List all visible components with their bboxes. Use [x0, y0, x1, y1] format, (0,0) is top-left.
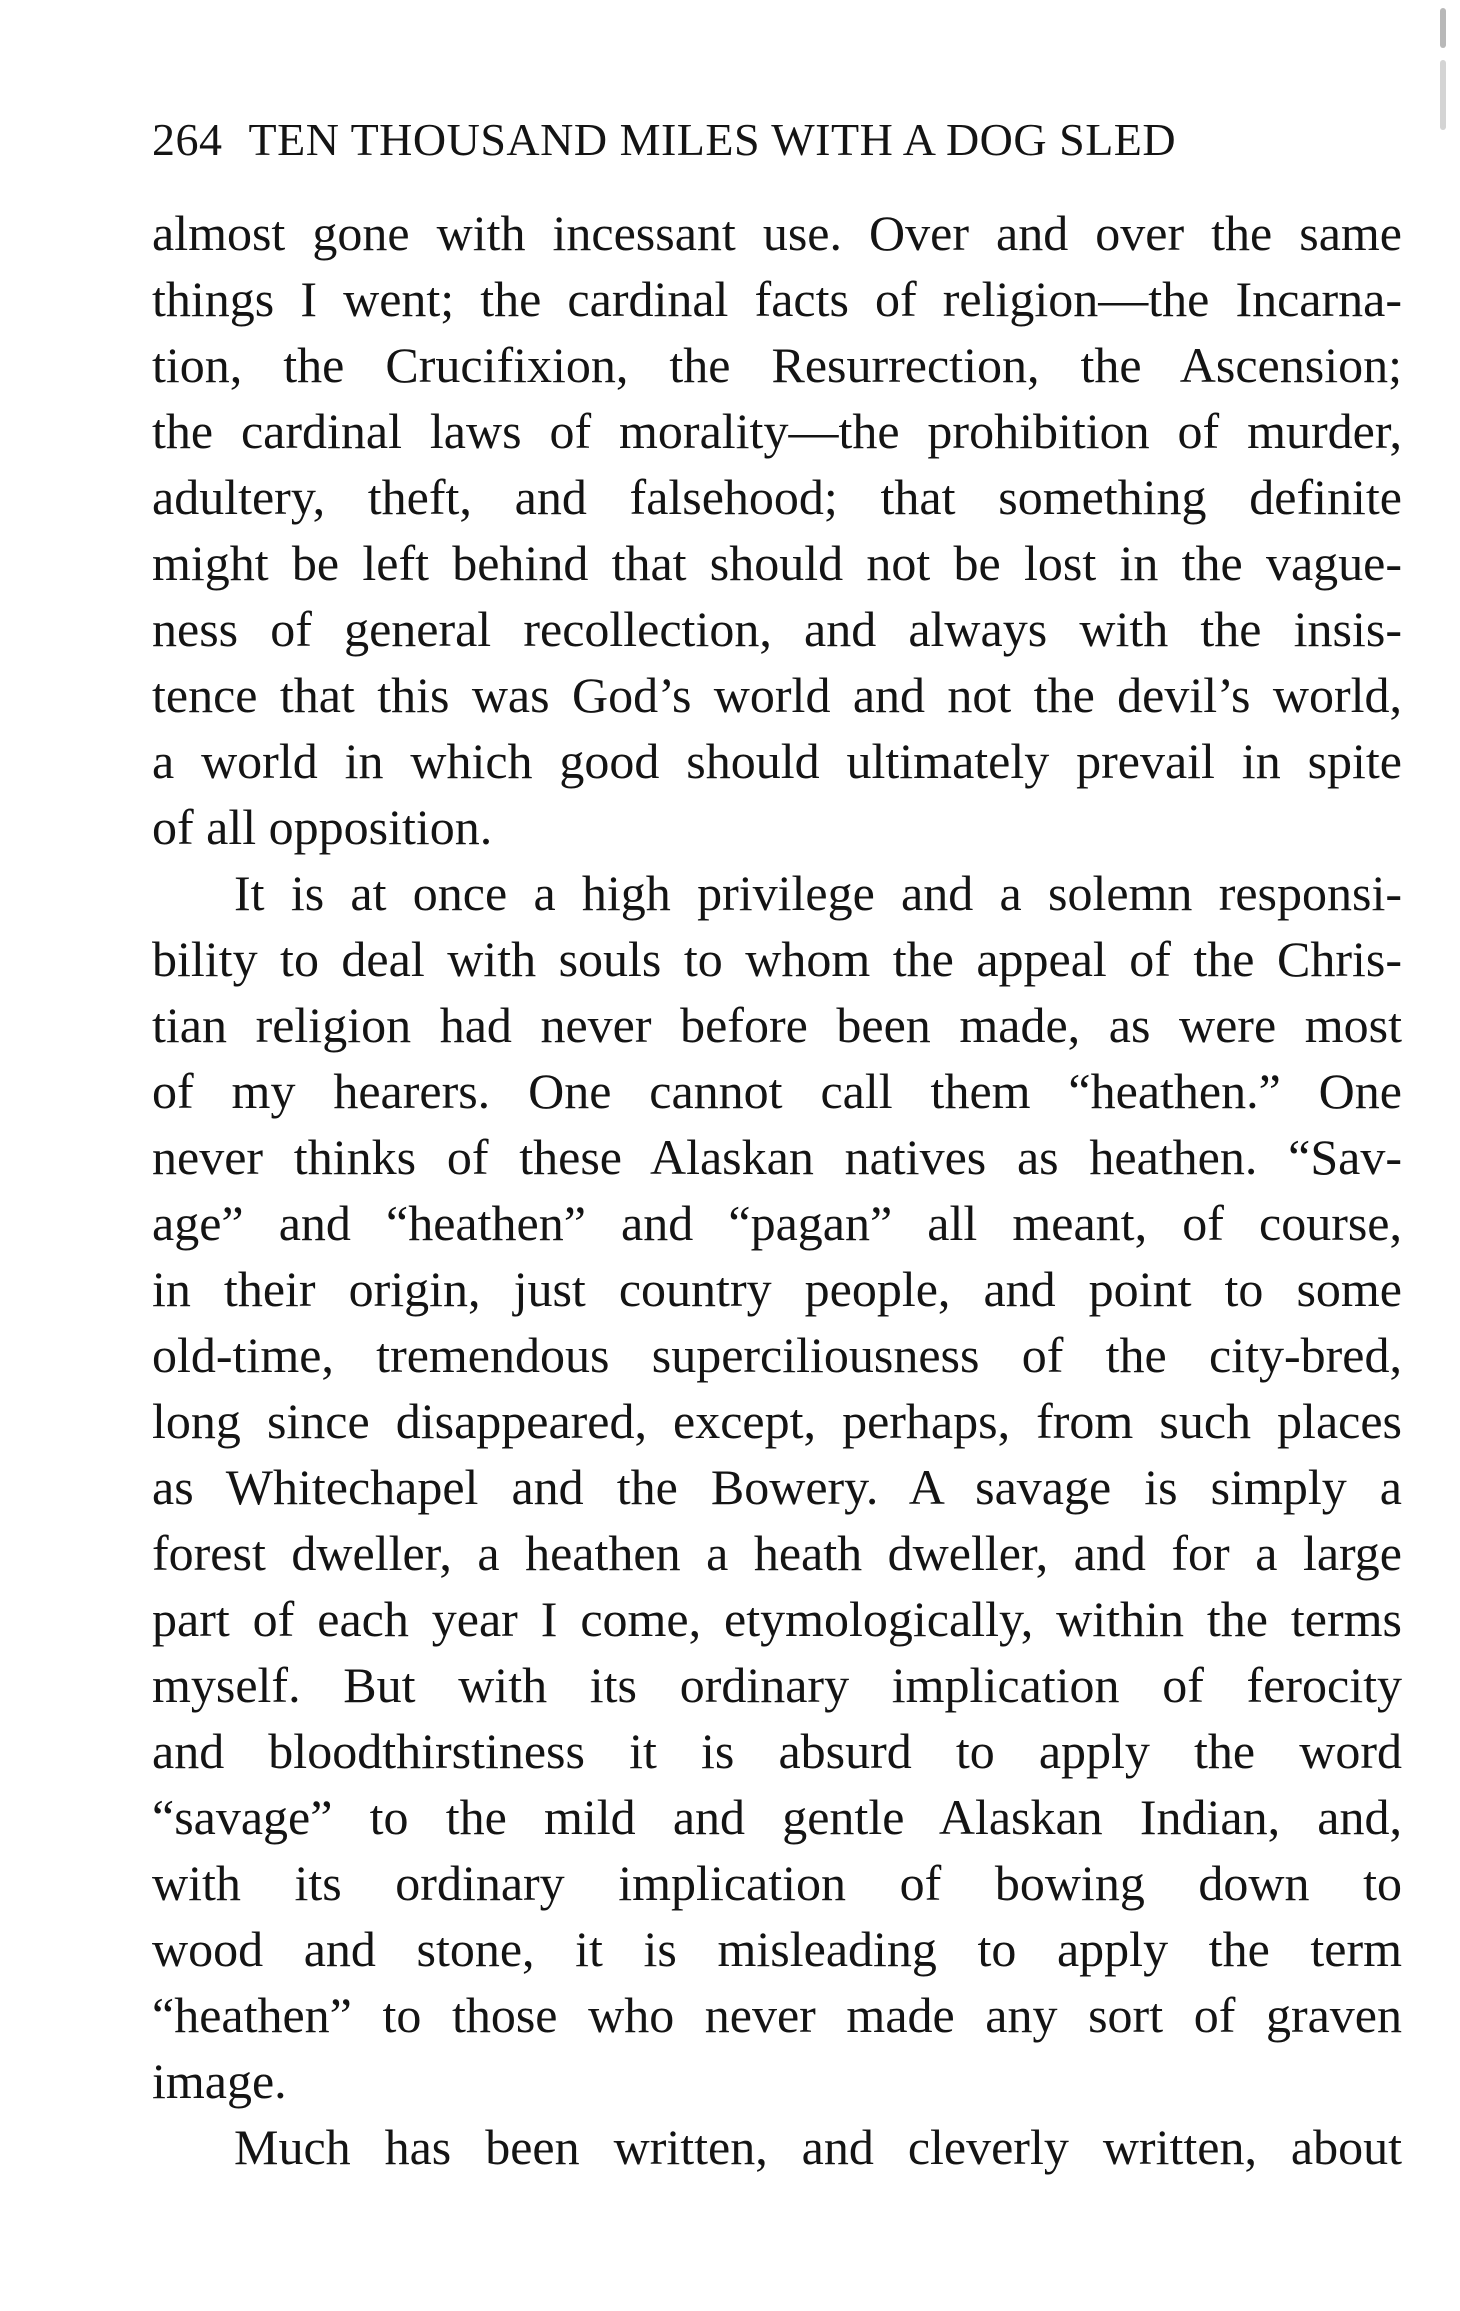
text-line: “heathen” to those who never made any sort of graven: [152, 1987, 1402, 2043]
text-line: It is at once a high privilege and a solemn responsi-: [234, 865, 1402, 921]
text-line: “savage” to the mild and gentle Alaskan Indian, and,: [152, 1789, 1402, 1845]
text-line: never thinks of these Alaskan natives as heathen. “Sav-: [152, 1129, 1402, 1185]
running-header: [152, 100, 1402, 180]
text-line: bility to deal with souls to whom the appeal of the Chris-: [152, 931, 1402, 987]
text-line: as Whitechapel and the Bowery. A savage is simply a: [152, 1459, 1402, 1515]
text-line: old-time, tremendous superciliousness of the city-bred,: [152, 1327, 1402, 1383]
text-line: tence that this was God’s world and not the devil’s world,: [152, 667, 1402, 723]
text-line: of all opposition.: [152, 799, 493, 855]
text-line: the cardinal laws of morality—the prohibition of murder,: [152, 403, 1402, 459]
text-line: tion, the Crucifixion, the Resurrection, the Ascension;: [152, 337, 1402, 393]
text-line: and bloodthirstiness it is absurd to apply the word: [152, 1723, 1402, 1779]
text-line: might be left behind that should not be lost in the vague-: [152, 535, 1402, 591]
running-title: TEN THOUSAND MILES WITH A DOG SLED: [248, 114, 1177, 165]
text-line: myself. But with its ordinary implication of ferocity: [152, 1657, 1402, 1713]
paragraph: [152, 2114, 1402, 2180]
text-line: almost gone with incessant use. Over and over the same: [152, 205, 1402, 261]
scan-edge-mark: [1440, 60, 1446, 130]
paragraph: [152, 200, 1402, 860]
text-line: long since disappeared, except, perhaps, from such places: [152, 1393, 1402, 1449]
text-line: ness of general recollection, and always with the insis-: [152, 601, 1402, 657]
text-line: Much has been written, and cleverly written, about: [234, 2119, 1402, 2175]
scan-edge-mark: [1440, 8, 1446, 48]
text-line: age” and “heathen” and “pagan” all meant, of course,: [152, 1195, 1402, 1251]
text-line: with its ordinary implication of bowing down to: [152, 1855, 1402, 1911]
text-line: in their origin, just country people, and point to some: [152, 1261, 1402, 1317]
text-line: forest dweller, a heathen a heath dweller, and for a large: [152, 1525, 1402, 1581]
paragraph: [152, 860, 1402, 2114]
text-line: a world in which good should ultimately prevail in spite: [152, 733, 1402, 789]
text-line: wood and stone, it is misleading to apply the term: [152, 1921, 1402, 1977]
text-line: things I went; the cardinal facts of religion—the Incarna-: [152, 271, 1402, 327]
body-text: [152, 200, 1402, 2180]
text-line: tian religion had never before been made, as were most: [152, 997, 1402, 1053]
text-line: adultery, theft, and falsehood; that something definite: [152, 469, 1402, 525]
text-line: of my hearers. One cannot call them “heathen.” One: [152, 1063, 1402, 1119]
text-line: part of each year I come, etymologically, within the terms: [152, 1591, 1402, 1647]
page-number: 264: [152, 114, 223, 165]
text-line: image.: [152, 2053, 287, 2109]
